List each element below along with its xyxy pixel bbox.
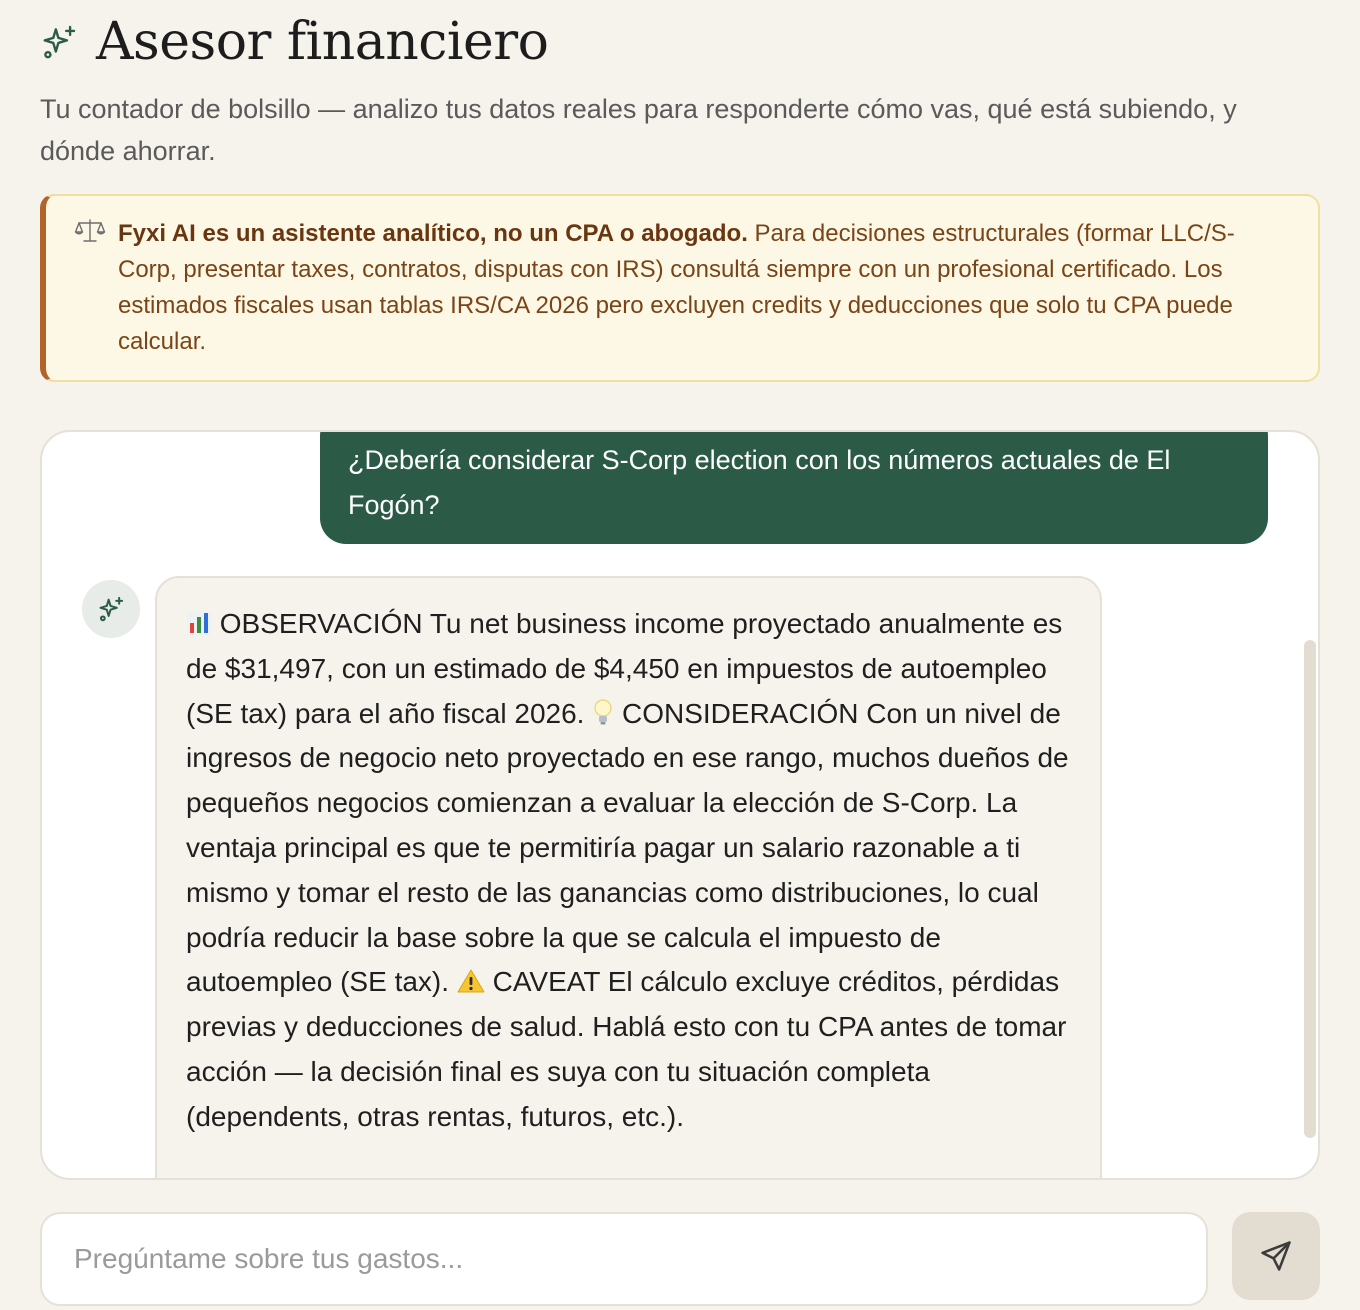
warning-emoji	[457, 968, 485, 994]
disclaimer-banner	[40, 194, 1320, 382]
disclaimer-bold: Fyxi AI es un asistente analítico, no un CPA o abogado.	[118, 220, 748, 247]
send-button[interactable]	[1232, 1212, 1320, 1300]
chat-input[interactable]	[42, 1214, 1206, 1304]
assistant-observation: OBSERVACIÓN Tu net business income proyectado anualmente es de $31,497, con un estimado de $4,450 en impuestos de autoempleo (SE tax) para el año fiscal 2026.	[186, 608, 1063, 729]
chat-scrollbar[interactable]	[1304, 640, 1316, 1138]
bar-chart-emoji	[186, 610, 212, 636]
page-title: Asesor financiero	[96, 12, 549, 72]
chat-panel[interactable]	[40, 430, 1320, 1180]
disclaimer-body: Para decisiones estructurales (formar LLC/S-Corp, presentar taxes, contratos, disputas con IRS) consultá siempre con un profesional certificado. Los estimados fiscales usan tablas IRS/CA 2026 pero excluyen credits y deducciones que solo tu CPA puede calcular.	[118, 220, 1235, 355]
page-header	[40, 12, 548, 72]
assistant-avatar	[82, 580, 140, 638]
assistant-message	[155, 576, 1102, 1180]
chat-input-container	[40, 1212, 1208, 1306]
disclaimer-text	[118, 216, 1288, 360]
send-icon	[1259, 1239, 1293, 1273]
assistant-caveat: CAVEAT El cálculo excluye créditos, pérdidas previas y deducciones de salud. Hablá esto con tu CPA antes de tomar acción — la decisión final es suya con tu situación completa (dependents, otras rentas, futuros, etc.).	[186, 966, 1067, 1132]
lightbulb-emoji	[592, 698, 614, 726]
sparkles-icon	[40, 23, 78, 61]
assistant-consideration: CONSIDERACIÓN Con un nivel de ingresos de negocio neto proyectado en ese rango, muchos dueños de pequeños negocios comienzan a evaluar la elección de S-Corp. La ventaja principal es que te permitiría pagar un salario razonable a ti mismo y tomar el resto de las ganancias como distribuciones, lo cual podría reducir la base sobre la que se calcula el impuesto de autoempleo (SE tax).	[186, 697, 1069, 998]
user-message: ¿Debería considerar S-Corp election con los números actuales de El Fogón?	[320, 430, 1268, 544]
scale-icon	[74, 218, 106, 244]
page-subtitle: Tu contador de bolsillo — analizo tus datos reales para responderte cómo vas, qué está subiendo, y dónde ahorrar.	[40, 94, 1237, 166]
sparkles-icon	[97, 595, 125, 623]
